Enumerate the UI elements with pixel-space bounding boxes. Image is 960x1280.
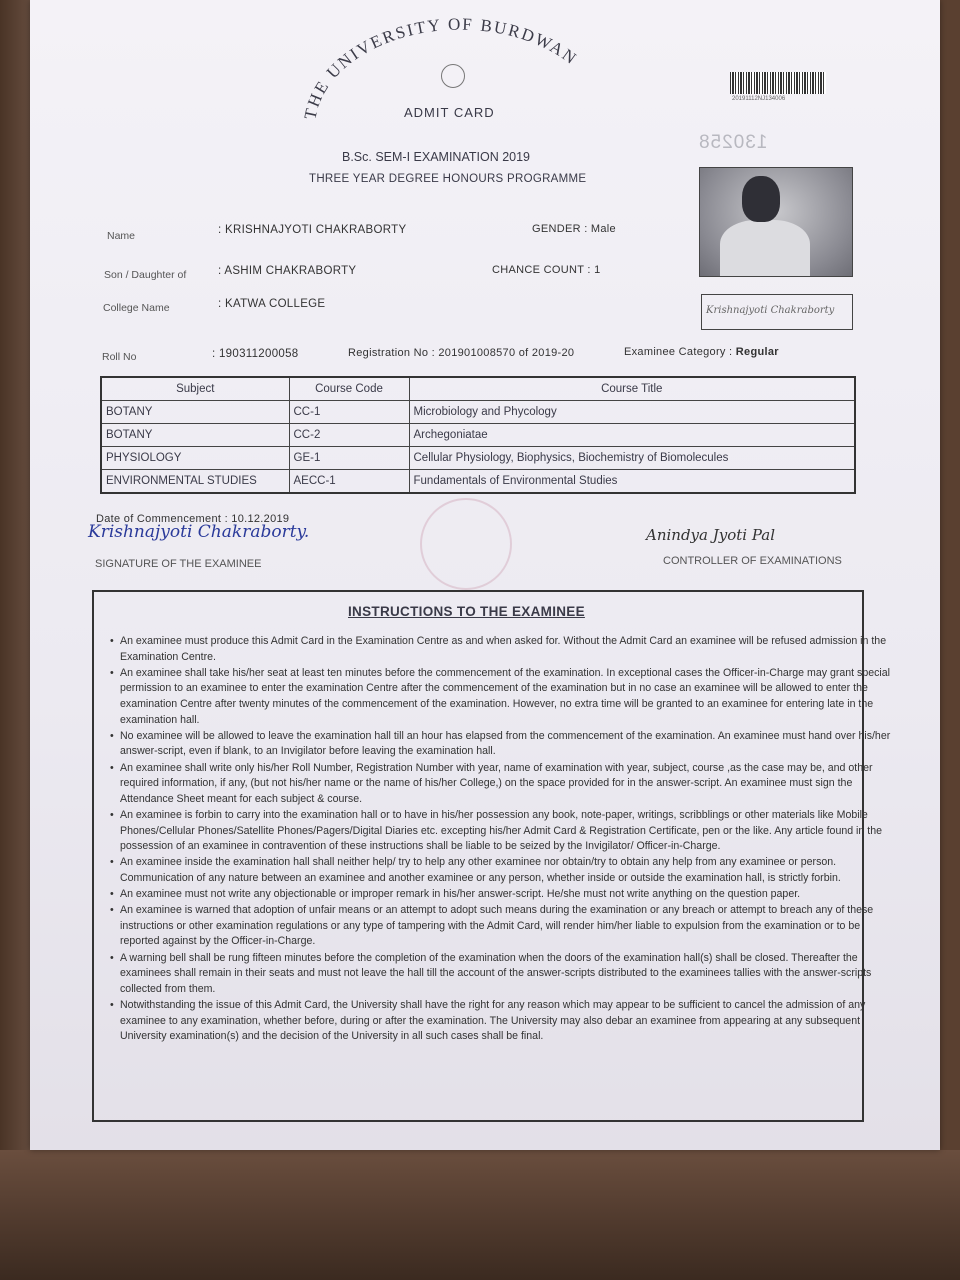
- title-cell: Microbiology and Phycology: [409, 401, 855, 424]
- subjects-table: [100, 376, 856, 494]
- college-label: College Name: [103, 302, 170, 314]
- barcode: [730, 72, 826, 94]
- code-cell: AECC-1: [289, 470, 409, 494]
- parent-label: Son / Daughter of: [104, 269, 187, 281]
- card-title: ADMIT CARD: [404, 105, 495, 120]
- header-subject: Subject: [101, 377, 289, 401]
- barcode-number: 20191112NJ134006: [732, 96, 786, 102]
- subject-cell: PHYSIOLOGY: [101, 447, 289, 470]
- table-row: [101, 424, 855, 447]
- examinee-category: [624, 346, 779, 358]
- name-label: Name: [107, 230, 136, 242]
- photo-signature-box: [701, 294, 853, 330]
- programme-title: THREE YEAR DEGREE HONOURS PROGRAMME: [309, 173, 587, 185]
- student-photo: [699, 167, 853, 277]
- roll-label: Roll No: [102, 351, 137, 363]
- exam-title: B.Sc. SEM-I EXAMINATION 2019: [342, 150, 531, 164]
- university-seal-icon: [441, 64, 465, 88]
- student-name: : KRISHNAJYOTI CHAKRABORTY: [218, 224, 407, 236]
- header-course-title: Course Title: [409, 377, 855, 401]
- list-item: • An examinee shall write only his/her Roll Number, Registration Number with year, name of examination with year, subject, course ,as the case may be, and other required information, if any, (but not his/her name or the name of his/her College,) on the space provided for in the answer-script. An examinee must sign the Attendance Sheet meant for each subject & course.: [120, 761, 894, 808]
- college-name: : KATWA COLLEGE: [218, 298, 326, 310]
- instructions-list: [102, 634, 894, 1045]
- code-cell: CC-1: [289, 401, 409, 424]
- table-row: [101, 447, 855, 470]
- examinee-signature: Krishnajyoti Chakraborty.: [88, 522, 310, 542]
- background-floor: [0, 1150, 960, 1280]
- instructions-title: INSTRUCTIONS TO THE EXAMINEE: [348, 604, 585, 619]
- commencement-date: Date of Commencement : 10.12.2019: [96, 513, 290, 525]
- code-cell: CC-2: [289, 424, 409, 447]
- table-header-row: [101, 377, 855, 401]
- list-item: • An examinee shall take his/her seat at least ten minutes before the commencement of the examination. In exceptional cases the Officer-in-Charge may grant special permission to an examinee to enter the examination Centre after the commencement of the examination but in no case an examinee will be allowed to enter the examination Centre after twenty minutes of the commencement of the examination. However, no extra time will be granted to an examinee for entering late in the examination hall.: [120, 666, 894, 728]
- table-row: [101, 470, 855, 494]
- controller-label: CONTROLLER OF EXAMINATIONS: [663, 555, 842, 567]
- header-course-code: Course Code: [289, 377, 409, 401]
- roll-number: : 190311200058: [212, 348, 299, 360]
- list-item: • A warning bell shall be rung fifteen minutes before the completion of the examination when the doors of the examination hall(s) shall be closed. Thereafter the examinees shall remain in their seats and must not leave the hall till the account of the answer-scripts distributed to the examinees tallies with the answer-scripts collected from them.: [120, 951, 894, 998]
- registration-number: Registration No : 201901008570 of 2019-20: [348, 347, 575, 359]
- code-cell: GE-1: [289, 447, 409, 470]
- subject-cell: BOTANY: [101, 424, 289, 447]
- university-stamp-icon: [420, 498, 512, 590]
- gender: GENDER : Male: [532, 223, 616, 235]
- parent-name: : ASHIM CHAKRABORTY: [218, 265, 357, 277]
- list-item: • An examinee inside the examination hall shall neither help/ try to help any other examinee nor obtain/try to obtain any help from any examinee or person. Communication of any nature between an examinee and another examinee or any person, whether inside or outside the examination hall, is strictly forbin.: [120, 855, 894, 886]
- serial-number: 130258: [698, 132, 768, 153]
- photo-signature: Krishnajyoti Chakraborty: [706, 305, 835, 316]
- chance-count: CHANCE COUNT : 1: [492, 264, 601, 276]
- title-cell: Cellular Physiology, Biophysics, Biochemistry of Biomolecules: [409, 447, 855, 470]
- list-item: • No examinee will be allowed to leave the examination hall till an hour has elapsed from the commencement of the examination. An examinee must hand over his/her answer-script, even if blank, to an Invigilator before leaving the examination hall.: [120, 729, 894, 760]
- list-item: • An examinee is warned that adoption of unfair means or an attempt to adopt such means during the examination or any breach or attempt to breach any of these instructions or other examination regulations or any type of tampering with the Admit Card, will render him/her liable to expulsion from the examination or to be reported against by the Officer-in-Charge.: [120, 903, 894, 950]
- instructions-box: [92, 590, 891, 1122]
- subject-cell: BOTANY: [101, 401, 289, 424]
- title-cell: Archegoniatae: [409, 424, 855, 447]
- category-value: Regular: [735, 346, 779, 358]
- list-item: • Notwithstanding the issue of this Admit Card, the University shall have the right for any reason which may appear to be sufficient to cancel the admission of any examinee to any examination, whether before, during or after the examination. The University may also debar an examinee from appearing at any subsequent University examination(s) and the decision of the University in all such cases shall be final.: [120, 998, 894, 1045]
- subject-cell: ENVIRONMENTAL STUDIES: [101, 470, 289, 494]
- category-label: Examinee Category :: [624, 346, 733, 358]
- controller-signature: Anindya Jyoti Pal: [646, 526, 776, 544]
- list-item: • An examinee must produce this Admit Card in the Examination Centre as and when asked for. Without the Admit Card an examinee will be refused admission in the Examination Centre.: [120, 634, 894, 665]
- photo-head: [742, 176, 780, 222]
- list-item: • An examinee must not write any objectionable or improper remark in his/her answer-script. He/she must not write anything on the question paper.: [120, 887, 894, 903]
- title-cell: Fundamentals of Environmental Studies: [409, 470, 855, 494]
- table-row: [101, 401, 855, 424]
- list-item: • An examinee is forbin to carry into the examination hall or to have in his/her possession any book, note-paper, writings, scribblings or other materials like Mobile Phones/Cellular Phones/Satellite Phones/Pagers/Digital Diaries etc. excepting his/her Admit Card & Registration Certificate, pen or the like. Any article found in the possession of an examinee in contravention of these instructions shall be liable to be seized by the Invigilator/ Officer-in-Charge.: [120, 808, 894, 855]
- university-name: THE UNIVERSITY OF BURDWAN: [300, 18, 582, 122]
- examinee-signature-label: SIGNATURE OF THE EXAMINEE: [95, 558, 262, 570]
- photo-body: [720, 220, 810, 277]
